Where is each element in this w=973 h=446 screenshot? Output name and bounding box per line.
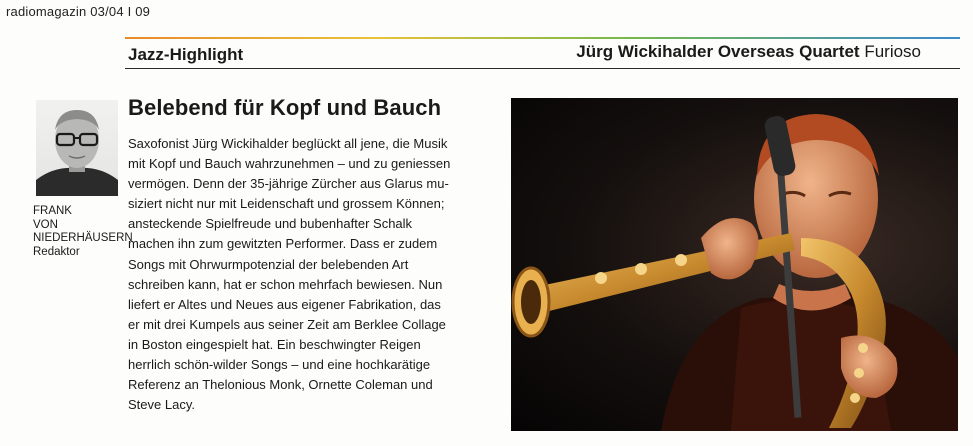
author-role: Redaktor (33, 245, 80, 258)
body-line: er mit drei Kumpels aus seiner Zeit am Berklee Collage (128, 316, 446, 332)
body-line: Songs mit Ohrwurmpotenzial der belebenden Art (128, 256, 409, 272)
saxophonist-illustration-icon (511, 98, 958, 431)
body-line: mit Kopf und Bauch wahrzunehmen – und zu geniessen (128, 156, 451, 172)
body-line: herrlich schön-wilder Songs – und eine hochkarätige (128, 357, 431, 373)
body-line: ansteckende Spielfreude und bubenhafter Schalk (128, 216, 413, 232)
album-artist: Jürg Wickihalder Overseas Quartet (576, 42, 860, 61)
color-rule (125, 37, 960, 39)
body-line: machen ihn zum gewitzten Performer. Dass er zudem (128, 236, 438, 252)
body-line: Referenz an Thelonious Monk, Ornette Coleman und (128, 377, 433, 393)
author-caption (33, 205, 133, 259)
saxophonist-photo (511, 98, 958, 431)
author-first-name: FRANK (33, 205, 72, 217)
masthead: radiomagazin 03/04 I 09 (6, 4, 151, 19)
author-photo (36, 100, 118, 196)
album-title (576, 42, 921, 62)
body-line: vermögen. Denn der 35-jährige Zürcher aus Glarus mu- (128, 176, 449, 192)
article-body (128, 134, 488, 415)
body-line: schreiben kann, hat er schon mehrfach bewiesen. Nun (128, 276, 443, 292)
author-particle: VON (33, 218, 58, 231)
section-label: Jazz-Highlight (128, 45, 244, 64)
headline: Belebend für Kopf und Bauch (128, 95, 442, 120)
album-name: Furioso (864, 42, 921, 61)
body-line: in Boston eingespielt hat. Ein beschwingter Reigen (128, 336, 421, 352)
author-portrait-icon (36, 100, 118, 196)
header-rule (125, 68, 960, 69)
body-line: siziert nicht nur mit Leidenschaft und grossem Können; (128, 196, 445, 212)
body-line: liefert er Altes und Neues aus eigener Fabrikation, das (128, 296, 441, 312)
author-last-name: NIEDERHÄUSERN (33, 232, 133, 244)
body-line: Steve Lacy. (128, 397, 195, 413)
body-line: Saxofonist Jürg Wickihalder beglückt all jene, die Musik (128, 136, 448, 151)
